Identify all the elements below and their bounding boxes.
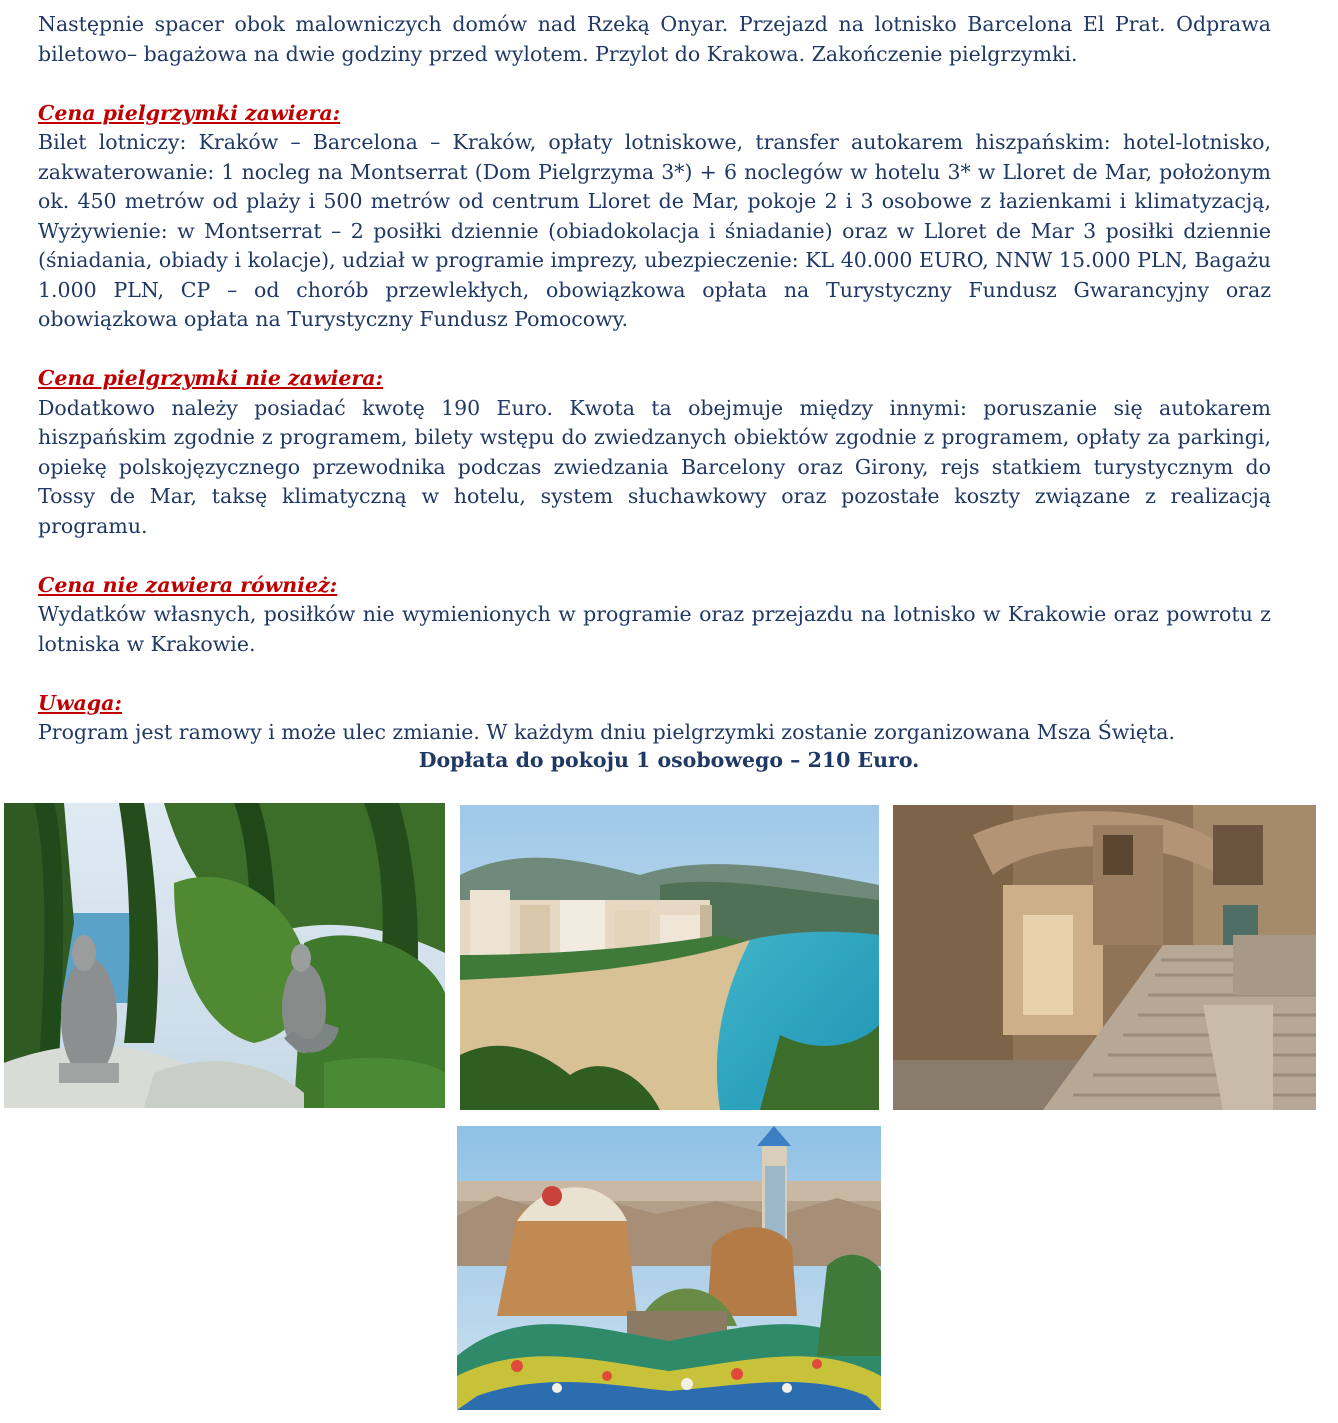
section-note — [38, 689, 1271, 748]
section-also-excludes — [38, 571, 1271, 660]
section-body: Program jest ramowy i może ulec zmianie. W każdym dniu pielgrzymki zostanie zorganizowana Msza Święta. — [38, 720, 1176, 744]
section-heading: Cena pielgrzymki zawiera: — [38, 100, 341, 125]
section-body: Bilet lotniczy: Kraków – Barcelona – Kraków, opłaty lotniskowe, transfer autokarem hiszpańskim: hotel-lotnisko, zakwaterowanie: 1 nocleg na Montserrat (Dom Pielgrzyma 3*) + 6 noclegów w hotelu 3* w Lloret de Mar, położonym ok. 450 metrów od plaży i 500 metrów od centrum Lloret de Mar, pokoje 2 i 3 osobowe z łazienkami i klimatyzacją, Wyżywienie: w Montserrat – 2 posiłki dziennie (obiadokolacja i śniadanie) oraz w Lloret de Mar 3 posiłki dziennie (śniadania, obiady i kolacje), udział w programie imprezy, ubezpieczenie: KL 40.000 EURO, NNW 15.000 PLN, Bagażu 1.000 PLN, CP – od chorób przewlekłych, obowiązkowa opłata na Turystyczny Fundusz Gwarancyjny oraz obowiązkowa opłata na Turystyczny Fundusz Pomocowy. — [38, 130, 1271, 331]
single-room-surcharge: Dopłata do pokoju 1 osobowego – 210 Euro. — [418, 748, 920, 772]
intro-paragraph: Następnie spacer obok malowniczych domów nad Rzeką Onyar. Przejazd na lotnisko Barcelona El Prat. Odprawa biletowo– bagażowa na dwie godziny przed wylotem. Przylot do Krakowa. Zakończenie pielgrzymki. — [38, 12, 1271, 66]
section-includes — [38, 99, 1271, 335]
section-heading: Uwaga: — [38, 690, 122, 715]
document-text — [38, 0, 1271, 748]
section-heading: Cena pielgrzymki nie zawiera: — [38, 366, 384, 390]
section-body: Wydatków własnych, posiłków nie wymienionych w programie oraz przejazdu na lotnisko w Krakowie oraz powrotu z lotniska w Krakowie. — [38, 602, 1271, 656]
girona-stairs-photo — [893, 805, 1316, 1110]
section-excludes — [38, 364, 1271, 541]
park-guell-photo — [457, 1126, 881, 1410]
section-heading: Cena nie zawiera również: — [38, 572, 338, 597]
lloret-beach-photo — [460, 805, 879, 1110]
section-body: Dodatkowo należy posiadać kwotę 190 Euro. Kwota ta obejmuje między innymi: poruszanie się autokarem hiszpańskim zgodnie z programem, bilety wstępu do zwiedzanych obiektów zgodnie z programem, opłaty za parkingi, opiekę polskojęzycznego przewodnika podczas zwiedzania Barcelony oraz Girony, rejs statkiem turystycznym do Tossy de Mar, taksę klimatyczną w hotelu, system słuchawkowy oraz pozostałe koszty związane z realizacją programu. — [38, 395, 1271, 538]
garden-statues-photo — [4, 803, 445, 1108]
